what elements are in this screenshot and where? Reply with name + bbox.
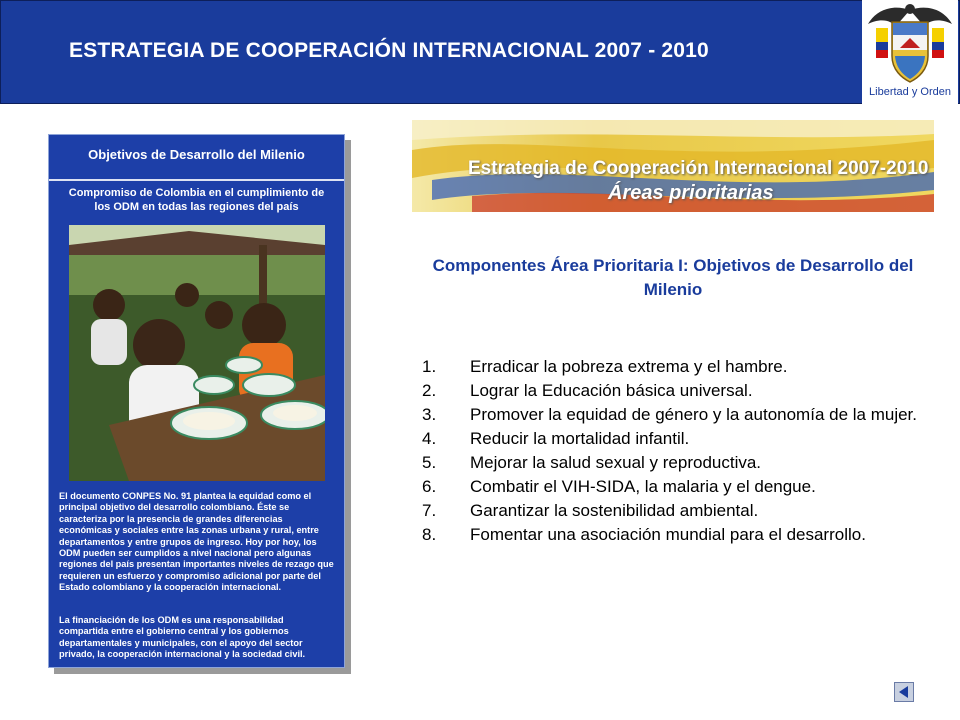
- back-button[interactable]: [894, 682, 914, 702]
- goal-number: 7.: [422, 501, 437, 520]
- poster-photo-children-eating: [69, 225, 325, 481]
- crest-motto: Libertad y Orden: [869, 86, 951, 98]
- goal-text: Fomentar una asociación mundial para el desarrollo.: [470, 525, 866, 544]
- odm-poster: [48, 134, 345, 668]
- banner-title: Estrategia de Cooperación Internacional 2007-2010: [468, 158, 929, 179]
- coat-of-arms: [862, 0, 958, 104]
- triangle-left-icon: [895, 683, 913, 701]
- section-heading: Componentes Área Prioritaria I: Objetivos de Desarrollo del Milenio: [432, 256, 914, 299]
- poster-paragraph-1: El documento CONPES No. 91 plantea la equidad como el principal objetivo del desarrollo colombiano. Éste se caracteriza por la presencia de grandes diferencias económicas y sociales entre las zonas urbana y rural, entre departamentos y entre grupos de ingreso. Hoy por hoy, los ODM pueden ser cumplidos a nivel nacional pero algunas regiones del país presentan importantes niveles de rezago que requieren un esfuerzo y compromiso adicional por parte del Estado colombiano y la cooperación internacional.: [59, 491, 334, 593]
- goal-text: Promover la equidad de género y la autonomía de la mujer.: [470, 405, 917, 424]
- section-banner: [412, 120, 934, 212]
- goal-number: 3.: [422, 405, 437, 424]
- page-title: ESTRATEGIA DE COOPERACIÓN INTERNACIONAL 2007 - 2010: [69, 39, 709, 62]
- goal-number: 1.: [422, 357, 437, 376]
- poster-subtitle: Compromiso de Colombia en el cumplimiento de los ODM en todas las regiones del país: [68, 187, 325, 213]
- poster-title: Objetivos de Desarrollo del Milenio: [88, 147, 305, 162]
- list-item: [420, 355, 930, 379]
- goal-text: Erradicar la pobreza extrema y el hambre.: [470, 357, 788, 376]
- goal-number: 4.: [422, 429, 437, 448]
- list-item: [420, 499, 930, 523]
- goals-list: [420, 355, 930, 547]
- banner-subtitle: Áreas prioritarias: [608, 182, 774, 204]
- goal-number: 8.: [422, 525, 437, 544]
- header-bar: [0, 0, 960, 104]
- list-item: [420, 451, 930, 475]
- coat-of-arms-icon: [862, 0, 958, 86]
- list-item: [420, 523, 930, 547]
- goal-number: 2.: [422, 381, 437, 400]
- goal-text: Garantizar la sostenibilidad ambiental.: [470, 501, 759, 520]
- goal-text: Lograr la Educación básica universal.: [470, 381, 753, 400]
- goal-text: Combatir el VIH-SIDA, la malaria y el dengue.: [470, 477, 816, 496]
- goal-number: 6.: [422, 477, 437, 496]
- goal-text: Reducir la mortalidad infantil.: [470, 429, 690, 448]
- list-item: [420, 427, 930, 451]
- list-item: [420, 475, 930, 499]
- list-item: [420, 403, 930, 427]
- poster-paragraph-2: La financiación de los ODM es una responsabilidad compartida entre el gobierno central y los gobiernos departamentales y municipales, con el apoyo del sector privado, la cooperación internacional y la sociedad civil.: [59, 615, 306, 660]
- goal-text: Mejorar la salud sexual y reproductiva.: [470, 453, 762, 472]
- goal-number: 5.: [422, 453, 437, 472]
- poster-divider: [49, 179, 344, 181]
- list-item: [420, 379, 930, 403]
